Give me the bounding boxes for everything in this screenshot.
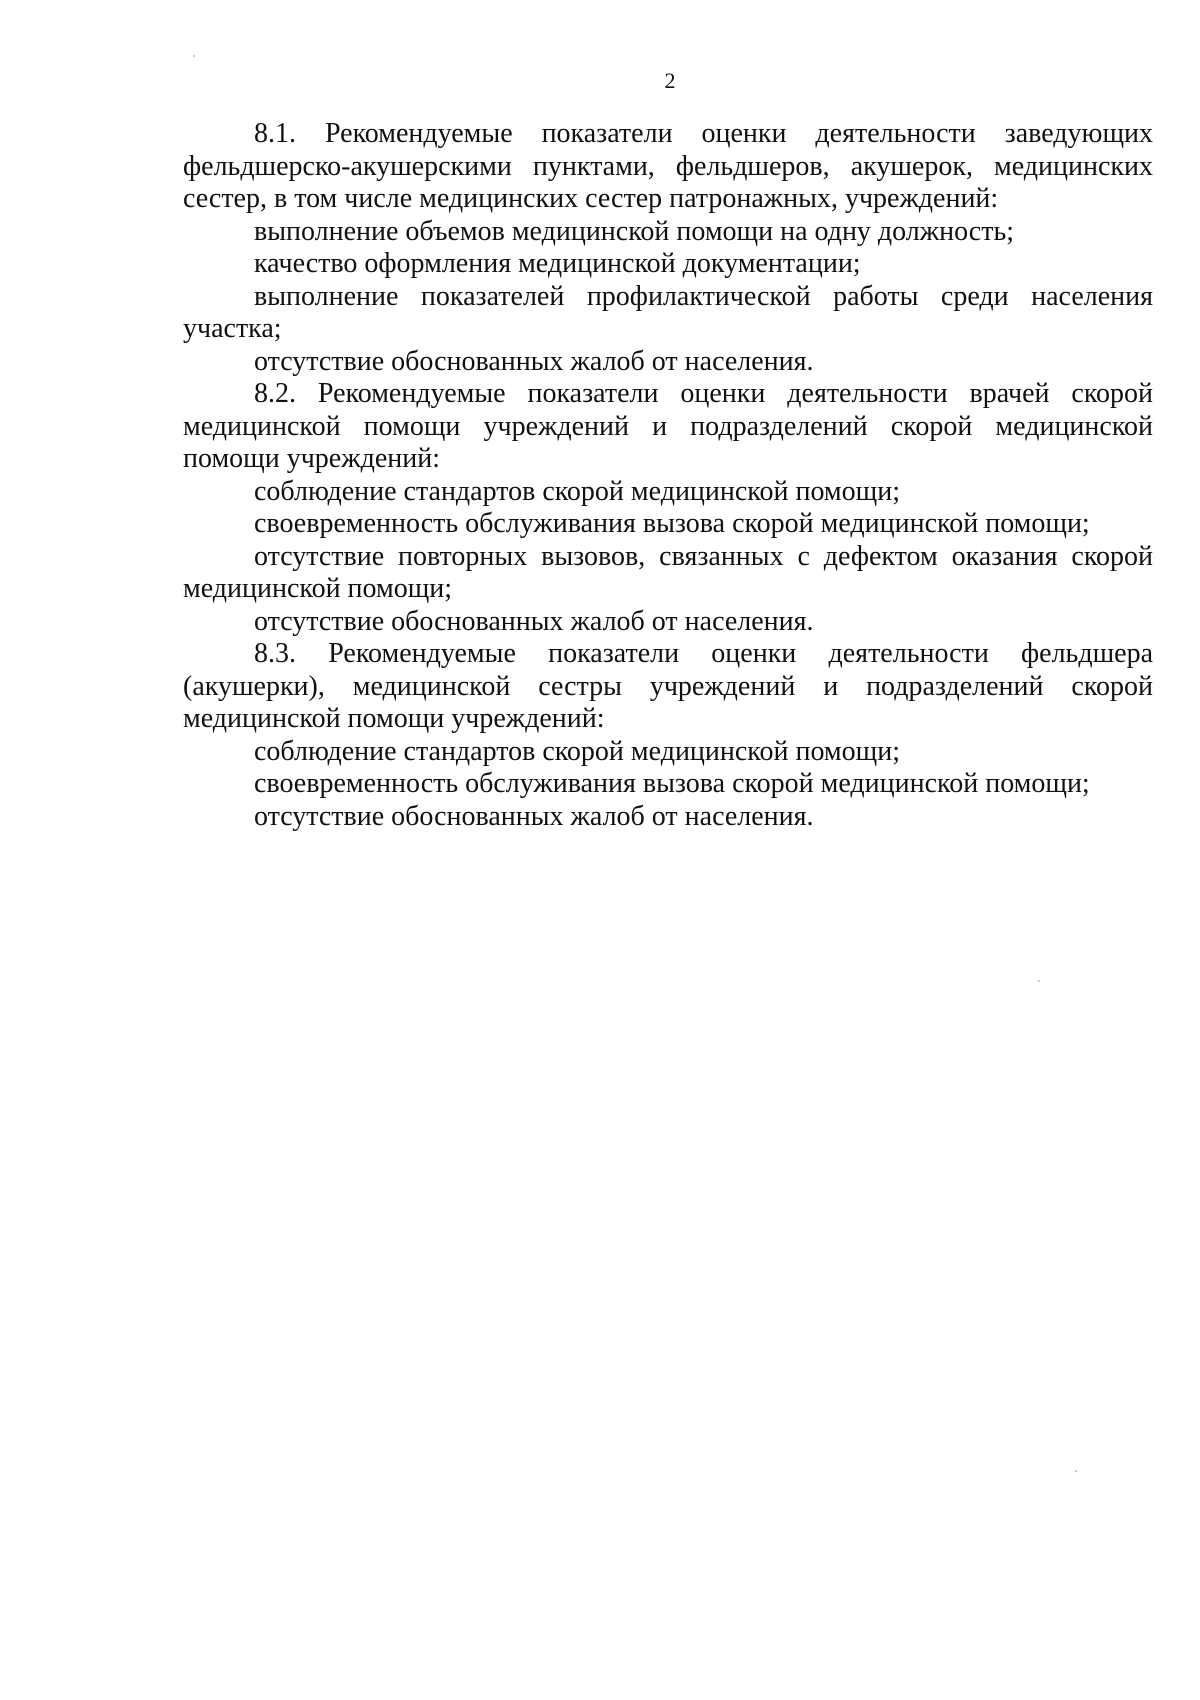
- paragraph-8-1: 8.1. Рекомендуемые показатели оценки деятельности заведующих фельдшерско-акушерскими пунктами, фельдшеров, акушерок, медицинских сестер, в том числе медицинских сестер патронажных, учреждений:: [183, 118, 1153, 214]
- paragraph-8-3: 8.3. Рекомендуемые показатели оценки деятельности фельдшера (акушерки), медицинской сестры учреждений и подразделений скорой медицинской помощи учреждений:: [183, 638, 1153, 734]
- list-item: отсутствие повторных вызовов, связанных с дефектом оказания скорой медицинской помощи;: [183, 540, 1153, 604]
- list-item: качество оформления медицинской документации;: [254, 248, 861, 279]
- scan-speck: [1038, 980, 1040, 982]
- list-item: соблюдение стандартов скорой медицинской помощи;: [254, 735, 900, 767]
- list-item: выполнение показателей профилактической работы среди населения участка;: [183, 280, 1153, 344]
- list-item: своевременность обслуживания вызова скорой медицинской помощи;: [254, 768, 1090, 799]
- list-item: отсутствие обоснованных жалоб от населения.: [254, 800, 814, 832]
- list-item: выполнение объемов медицинской помощи на одну должность;: [254, 215, 1015, 247]
- page-number: 2: [664, 68, 676, 93]
- paragraph-8-2: 8.2. Рекомендуемые показатели оценки деятельности врачей скорой медицинской помощи учреждений и подразделений скорой медицинской помощи учреждений:: [183, 378, 1153, 474]
- document-body: [183, 118, 1153, 833]
- scan-speck: [193, 55, 195, 57]
- list-item: своевременность обслуживания вызова скорой медицинской помощи;: [254, 508, 1090, 539]
- list-item: отсутствие обоснованных жалоб от населения.: [254, 345, 814, 377]
- scan-speck: [1075, 1470, 1077, 1472]
- list-item: отсутствие обоснованных жалоб от населения.: [254, 605, 814, 637]
- list-item: соблюдение стандартов скорой медицинской помощи;: [254, 475, 900, 507]
